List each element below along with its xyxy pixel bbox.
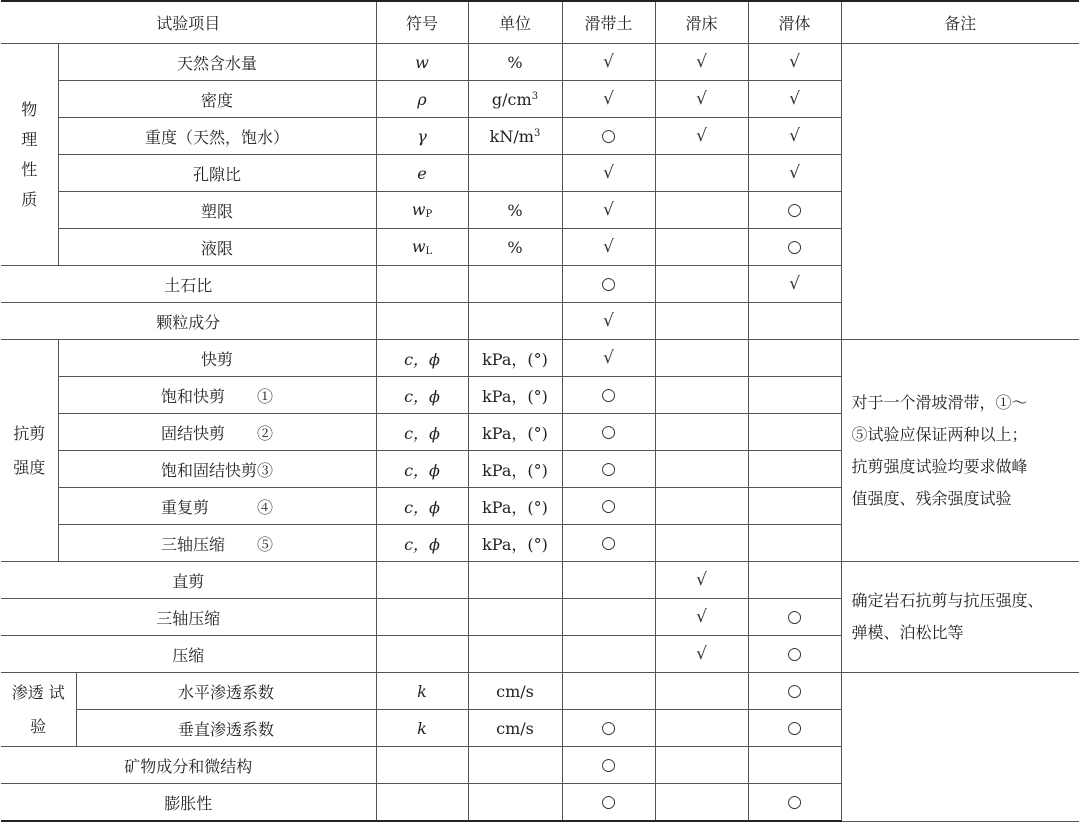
group-perm-line-2: 试验 xyxy=(30,682,65,736)
item-symbol: c，ϕ xyxy=(376,451,468,488)
item-symbol xyxy=(376,599,468,636)
item-unit: cm/s xyxy=(468,673,562,710)
item-name: 重度（天然，饱水） xyxy=(58,118,376,155)
mark-bed xyxy=(655,192,748,229)
mark-bed xyxy=(655,710,748,747)
remark-shear-line-2: ⑤试验应保证两种以上； xyxy=(851,424,1028,444)
item-unit: % xyxy=(468,192,562,229)
mark-band: √ xyxy=(562,155,655,192)
mark-band: √ xyxy=(562,340,655,377)
item-unit: cm/s xyxy=(468,710,562,747)
item-name: 垂直渗透系数 xyxy=(76,710,376,747)
unit-exponent: 3 xyxy=(531,90,539,102)
mark-body xyxy=(748,451,841,488)
item-symbol xyxy=(376,636,468,673)
group-perm-line-1: 渗透 xyxy=(11,682,44,702)
header-unit: 单位 xyxy=(468,1,562,44)
header-remark: 备注 xyxy=(841,1,1079,44)
item-name: 快剪 xyxy=(58,340,376,377)
mark-bed: √ xyxy=(655,599,748,636)
item-unit xyxy=(468,118,562,155)
item-unit: kPa，(°) xyxy=(468,340,562,377)
item-symbol xyxy=(376,747,468,784)
mark-bed xyxy=(655,229,748,266)
item-symbol xyxy=(376,303,468,340)
header-test-item: 试验项目 xyxy=(1,1,376,44)
mark-band xyxy=(562,599,655,636)
mark-band: √ xyxy=(562,44,655,81)
remark-shear xyxy=(841,340,1079,562)
item-unit: kPa，(°) xyxy=(468,414,562,451)
mark-body: ○ xyxy=(748,192,841,229)
remark-rock-line-2: 弹模、泊松比等 xyxy=(851,623,964,642)
symbol-base: w xyxy=(411,200,426,219)
item-name: 天然含水量 xyxy=(58,44,376,81)
group-shear-line-1: 抗剪 xyxy=(13,423,46,443)
mark-bed xyxy=(655,525,748,562)
unit-base: g/cm xyxy=(491,89,532,109)
mark-band: √ xyxy=(562,303,655,340)
mark-body xyxy=(748,303,841,340)
item-symbol: c，ϕ xyxy=(376,377,468,414)
mark-bed xyxy=(655,414,748,451)
table-row xyxy=(1,340,1079,377)
header-symbol: 符号 xyxy=(376,1,468,44)
item-symbol: c，ϕ xyxy=(376,525,468,562)
mark-body: ○ xyxy=(748,229,841,266)
item-unit: % xyxy=(468,229,562,266)
mark-body: √ xyxy=(748,81,841,118)
item-unit xyxy=(468,636,562,673)
item-unit xyxy=(468,599,562,636)
mark-body: ○ xyxy=(748,784,841,822)
item-symbol xyxy=(376,192,468,229)
mark-band: √ xyxy=(562,229,655,266)
remark-physical xyxy=(841,44,1079,340)
mark-band: ○ xyxy=(562,488,655,525)
item-unit: kPa，(°) xyxy=(468,377,562,414)
item-name: 饱和快剪 ① xyxy=(58,377,376,414)
mark-body: √ xyxy=(748,118,841,155)
item-name: 密度 xyxy=(58,81,376,118)
mark-bed xyxy=(655,266,748,303)
mark-bed xyxy=(655,673,748,710)
item-symbol xyxy=(376,562,468,599)
item-unit xyxy=(468,747,562,784)
symbol-base: w xyxy=(411,237,426,256)
item-symbol: c，ϕ xyxy=(376,488,468,525)
symbol-subscript: L xyxy=(425,246,433,257)
mark-band: ○ xyxy=(562,118,655,155)
mark-bed xyxy=(655,377,748,414)
table-row xyxy=(1,673,1079,710)
mark-body xyxy=(748,488,841,525)
mark-body: √ xyxy=(748,155,841,192)
item-name: 孔隙比 xyxy=(58,155,376,192)
item-symbol: c，ϕ xyxy=(376,340,468,377)
item-unit: kPa，(°) xyxy=(468,488,562,525)
remark-rock-line-1: 确定岩石抗剪与抗压强度、 xyxy=(851,591,1044,610)
mark-bed: √ xyxy=(655,81,748,118)
item-symbol xyxy=(376,784,468,822)
item-symbol: ρ xyxy=(376,81,468,118)
mark-bed: √ xyxy=(655,636,748,673)
item-symbol: k xyxy=(376,673,468,710)
mark-body xyxy=(748,747,841,784)
mark-band: ○ xyxy=(562,414,655,451)
item-name: 压缩 xyxy=(1,636,376,673)
mark-body xyxy=(748,377,841,414)
item-symbol: w xyxy=(376,44,468,81)
mark-bed xyxy=(655,155,748,192)
mark-bed xyxy=(655,451,748,488)
item-unit: kPa，(°) xyxy=(468,525,562,562)
item-name: 土石比 xyxy=(1,266,376,303)
table-row xyxy=(1,562,1079,599)
header-row xyxy=(1,1,1079,44)
item-unit xyxy=(468,155,562,192)
remark-rock xyxy=(841,562,1079,673)
remark-shear-line-1: 对于一个滑坡滑带，①～ xyxy=(851,392,1028,412)
remark-shear-line-4: 值强度、残余强度试验 xyxy=(851,488,1012,508)
header-slip-bed: 滑床 xyxy=(655,1,748,44)
mark-band: ○ xyxy=(562,266,655,303)
mark-band xyxy=(562,673,655,710)
mark-body: √ xyxy=(748,266,841,303)
mark-bed xyxy=(655,488,748,525)
mark-bed xyxy=(655,340,748,377)
item-unit xyxy=(468,266,562,303)
item-symbol xyxy=(376,229,468,266)
mark-body xyxy=(748,414,841,451)
item-unit: kPa，(°) xyxy=(468,451,562,488)
symbol-subscript: P xyxy=(425,209,433,220)
mark-bed: √ xyxy=(655,562,748,599)
soil-test-table xyxy=(1,0,1079,822)
table-row xyxy=(1,44,1079,81)
group-permeability xyxy=(1,673,76,747)
mark-bed xyxy=(655,784,748,822)
mark-body: ○ xyxy=(748,673,841,710)
item-symbol: e xyxy=(376,155,468,192)
item-name: 液限 xyxy=(58,229,376,266)
mark-band: √ xyxy=(562,81,655,118)
item-unit xyxy=(468,303,562,340)
item-name: 矿物成分和微结构 xyxy=(1,747,376,784)
mark-band: ○ xyxy=(562,784,655,822)
group-shear-line-2: 强度 xyxy=(13,457,46,477)
remark-shear-line-3: 抗剪强度试验均要求做峰 xyxy=(851,456,1028,476)
item-symbol xyxy=(376,266,468,303)
mark-band: ○ xyxy=(562,377,655,414)
mark-band: √ xyxy=(562,192,655,229)
group-physical-label: 物理性质 xyxy=(21,99,38,209)
remark-permeability xyxy=(841,673,1079,822)
mark-band: ○ xyxy=(562,710,655,747)
item-unit xyxy=(468,562,562,599)
item-name: 饱和固结快剪③ xyxy=(58,451,376,488)
group-shear-strength xyxy=(1,340,58,562)
mark-body xyxy=(748,562,841,599)
mark-band xyxy=(562,562,655,599)
item-name: 固结快剪 ② xyxy=(58,414,376,451)
item-unit xyxy=(468,784,562,822)
mark-band: ○ xyxy=(562,525,655,562)
item-symbol: k xyxy=(376,710,468,747)
mark-band: ○ xyxy=(562,451,655,488)
item-name: 重复剪 ④ xyxy=(58,488,376,525)
item-name: 三轴压缩 ⑤ xyxy=(58,525,376,562)
item-symbol: c，ϕ xyxy=(376,414,468,451)
mark-body: √ xyxy=(748,44,841,81)
mark-bed: √ xyxy=(655,44,748,81)
mark-body: ○ xyxy=(748,710,841,747)
group-physical-properties xyxy=(1,44,58,266)
mark-body xyxy=(748,525,841,562)
mark-body: ○ xyxy=(748,599,841,636)
item-symbol: γ xyxy=(376,118,468,155)
mark-band: ○ xyxy=(562,747,655,784)
unit-base: kN/m xyxy=(489,126,534,146)
item-name: 三轴压缩 xyxy=(1,599,376,636)
header-slide-body: 滑体 xyxy=(748,1,841,44)
mark-bed xyxy=(655,303,748,340)
item-name: 水平渗透系数 xyxy=(76,673,376,710)
item-unit: % xyxy=(468,44,562,81)
mark-bed: √ xyxy=(655,118,748,155)
unit-exponent: 3 xyxy=(533,127,541,139)
item-name: 塑限 xyxy=(58,192,376,229)
item-name: 膨胀性 xyxy=(1,784,376,822)
header-slip-band-soil: 滑带土 xyxy=(562,1,655,44)
item-unit xyxy=(468,81,562,118)
mark-body: ○ xyxy=(748,636,841,673)
mark-body xyxy=(748,340,841,377)
mark-band xyxy=(562,636,655,673)
item-name: 直剪 xyxy=(1,562,376,599)
item-name: 颗粒成分 xyxy=(1,303,376,340)
mark-bed xyxy=(655,747,748,784)
